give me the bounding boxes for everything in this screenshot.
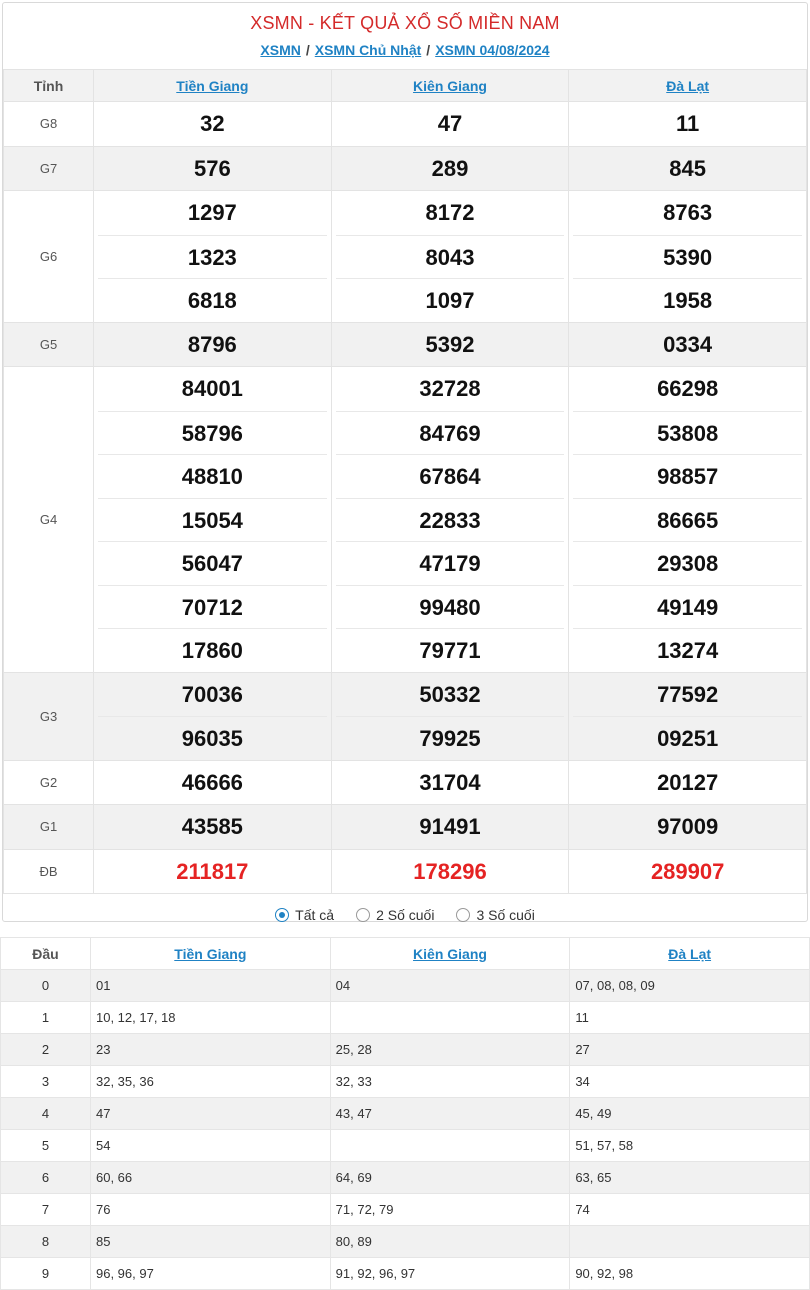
province-link[interactable]: Kiên Giang [413,945,487,962]
breadcrumb-xsmn-date[interactable]: XSMN 04/08/2024 [435,42,550,58]
loto-cell: 51, 57, 58 [570,1130,810,1162]
loto-table [0,937,810,1290]
filter-option-label: 3 Số cuối [476,907,535,923]
loto-header-row [1,938,810,970]
loto-cell: 60, 66 [91,1162,331,1194]
prize-number: 96035 [98,716,327,760]
prize-number: 84001 [181,376,243,401]
province-column-header: Tỉnh [4,70,94,102]
prize-number: 1297 [187,200,237,225]
prize-row [4,849,807,894]
prize-cell [569,367,807,673]
prize-number: 1958 [573,278,802,322]
loto-cell: 80, 89 [330,1226,570,1258]
prize-number: 79925 [336,716,565,760]
dau-digit: 9 [1,1258,91,1290]
prize-label: G7 [4,146,94,191]
province-link[interactable]: Tiền Giang [174,945,247,962]
prize-row [4,322,807,367]
loto-province-header [330,938,570,970]
loto-cell: 32, 35, 36 [91,1066,331,1098]
loto-cell: 10, 12, 17, 18 [91,1002,331,1034]
prize-number: 17860 [98,628,327,672]
loto-cell: 91, 92, 96, 97 [330,1258,570,1290]
prize-cell [94,367,332,673]
loto-cell: 23 [91,1034,331,1066]
dau-digit: 3 [1,1066,91,1098]
province-header [331,70,569,102]
breadcrumb-separator: / [426,42,431,58]
prize-number: 50332 [336,673,565,717]
breadcrumb [3,42,807,58]
prize-cell [569,672,807,760]
prize-number: 13274 [573,628,802,672]
dau-digit: 7 [1,1194,91,1226]
filter-option[interactable] [275,907,334,923]
loto-row [1,1226,810,1258]
loto-row [1,970,810,1002]
prize-row [4,805,807,850]
prize-number: 15054 [98,498,327,542]
dau-digit: 8 [1,1226,91,1258]
radio-unchecked-icon[interactable] [456,908,470,922]
prize-number: 31704 [419,769,481,795]
loto-row [1,1194,810,1226]
province-link[interactable]: Kiên Giang [413,77,487,94]
loto-cell: 27 [570,1034,810,1066]
prize-label: G4 [4,367,94,673]
province-header [94,70,332,102]
loto-cell [330,1002,570,1034]
prize-number: 11 [676,111,700,136]
prize-number: 09251 [573,716,802,760]
prize-number: 46666 [181,769,243,795]
results-header-row [4,70,807,102]
loto-cell: 64, 69 [330,1162,570,1194]
prize-number: 86665 [573,498,802,542]
loto-province-header [570,938,810,970]
prize-number: 97009 [573,805,802,849]
prize-number: 58796 [98,411,327,455]
province-link[interactable]: Đà Lạt [666,77,710,94]
prize-cell [569,322,807,367]
filter-option[interactable] [456,907,534,923]
prize-number: 5392 [336,323,565,367]
prize-number: 43585 [98,805,327,849]
loto-cell: 25, 28 [330,1034,570,1066]
page-title: XSMN - KẾT QUẢ XỔ SỐ MIỀN NAM [250,13,560,33]
prize-cell [94,102,332,147]
loto-cell: 96, 96, 97 [91,1258,331,1290]
dau-digit: 5 [1,1130,91,1162]
prize-cell [569,102,807,147]
results-table [3,69,807,894]
dau-digit: 0 [1,970,91,1002]
loto-cell: 45, 49 [570,1098,810,1130]
dau-digit: 6 [1,1162,91,1194]
dau-digit: 1 [1,1002,91,1034]
loto-cell [570,1226,810,1258]
prize-cell [331,805,569,850]
prize-number: 49149 [573,585,802,629]
prize-number: 22833 [336,498,565,542]
prize-cell [569,805,807,850]
loto-row [1,1258,810,1290]
prize-row [4,367,807,673]
province-link[interactable]: Tiền Giang [176,77,249,94]
prize-cell [569,191,807,323]
filter-option-label: 2 Số cuối [376,907,435,923]
prize-cell [331,849,569,894]
loto-cell: 54 [91,1130,331,1162]
prize-cell [331,191,569,323]
prize-number: 211817 [176,858,249,884]
loto-cell: 01 [91,970,331,1002]
prize-number: 576 [98,147,327,191]
prize-cell [569,760,807,805]
radio-unchecked-icon[interactable] [356,908,370,922]
breadcrumb-xsmn[interactable]: XSMN [260,42,301,58]
prize-number: 8763 [663,200,713,225]
prize-cell [94,849,332,894]
prize-number: 56047 [98,541,327,585]
loto-cell: 34 [570,1066,810,1098]
loto-cell: 71, 72, 79 [330,1194,570,1226]
prize-number: 0334 [573,323,802,367]
loto-cell: 32, 33 [330,1066,570,1098]
loto-cell: 63, 65 [570,1162,810,1194]
loto-cell: 90, 92, 98 [570,1258,810,1290]
dau-digit: 4 [1,1098,91,1130]
prize-number: 32 [200,111,225,136]
loto-cell: 04 [330,970,570,1002]
prize-cell [94,191,332,323]
prize-cell [94,146,332,191]
results-card [2,2,808,922]
prize-row [4,760,807,805]
prize-number: 20127 [657,769,719,795]
loto-province-header [91,938,331,970]
prize-cell [94,672,332,760]
results-header [3,3,807,69]
prize-number: 8796 [98,323,327,367]
loto-cell: 43, 47 [330,1098,570,1130]
prize-label: G6 [4,191,94,323]
radio-checked-icon[interactable] [275,908,289,922]
province-header [569,70,807,102]
prize-number: 47 [437,111,463,136]
digit-filter [3,894,807,936]
loto-row [1,1034,810,1066]
prize-number: 1323 [98,235,327,279]
loto-row [1,1162,810,1194]
prize-number: 67864 [336,454,565,498]
loto-cell: 76 [91,1194,331,1226]
filter-option-label: Tất cả [295,907,335,923]
prize-number: 8172 [425,200,475,225]
loto-cell: 11 [570,1002,810,1034]
prize-number: 70036 [98,673,327,717]
prize-number: 47179 [336,541,565,585]
province-link[interactable]: Đà Lạt [668,945,712,962]
prize-cell [331,672,569,760]
prize-number: 8043 [336,235,565,279]
prize-label: G2 [4,760,94,805]
loto-cell: 07, 08, 08, 09 [570,970,810,1002]
loto-cell: 47 [91,1098,331,1130]
prize-number: 84769 [336,411,565,455]
prize-cell [94,760,332,805]
filter-option[interactable] [356,907,434,923]
prize-number: 77592 [573,673,802,717]
prize-label: G3 [4,672,94,760]
breadcrumb-separator: / [305,42,310,58]
prize-number: 70712 [98,585,327,629]
prize-number: 98857 [573,454,802,498]
prize-row [4,146,807,191]
prize-cell [331,322,569,367]
prize-cell [331,102,569,147]
prize-number: 178296 [413,858,487,884]
prize-number: 48810 [98,454,327,498]
prize-cell [569,849,807,894]
loto-cell: 74 [570,1194,810,1226]
prize-number: 32728 [419,376,481,401]
prize-label: ĐB [4,849,94,894]
prize-cell [569,146,807,191]
prize-cell [331,367,569,673]
prize-cell [94,805,332,850]
loto-row [1,1066,810,1098]
prize-row [4,672,807,760]
prize-label: G5 [4,322,94,367]
loto-row [1,1002,810,1034]
prize-number: 66298 [657,376,719,401]
dau-column-header: Đầu [1,938,91,970]
prize-number: 53808 [573,411,802,455]
prize-number: 91491 [336,805,565,849]
prize-number: 99480 [336,585,565,629]
prize-number: 845 [573,147,802,191]
prize-number: 29308 [573,541,802,585]
prize-row [4,191,807,323]
prize-label: G1 [4,805,94,850]
prize-cell [94,322,332,367]
loto-cell: 85 [91,1226,331,1258]
loto-cell [330,1130,570,1162]
dau-digit: 2 [1,1034,91,1066]
prize-number: 1097 [336,278,565,322]
prize-cell [331,146,569,191]
breadcrumb-xsmn-sunday[interactable]: XSMN Chủ Nhật [314,42,422,58]
prize-label: G8 [4,102,94,147]
prize-number: 79771 [336,628,565,672]
prize-number: 289907 [650,858,725,884]
prize-number: 5390 [573,235,802,279]
loto-row [1,1098,810,1130]
prize-cell [331,760,569,805]
prize-row [4,102,807,147]
prize-number: 289 [336,147,565,191]
loto-row [1,1130,810,1162]
prize-number: 6818 [98,278,327,322]
